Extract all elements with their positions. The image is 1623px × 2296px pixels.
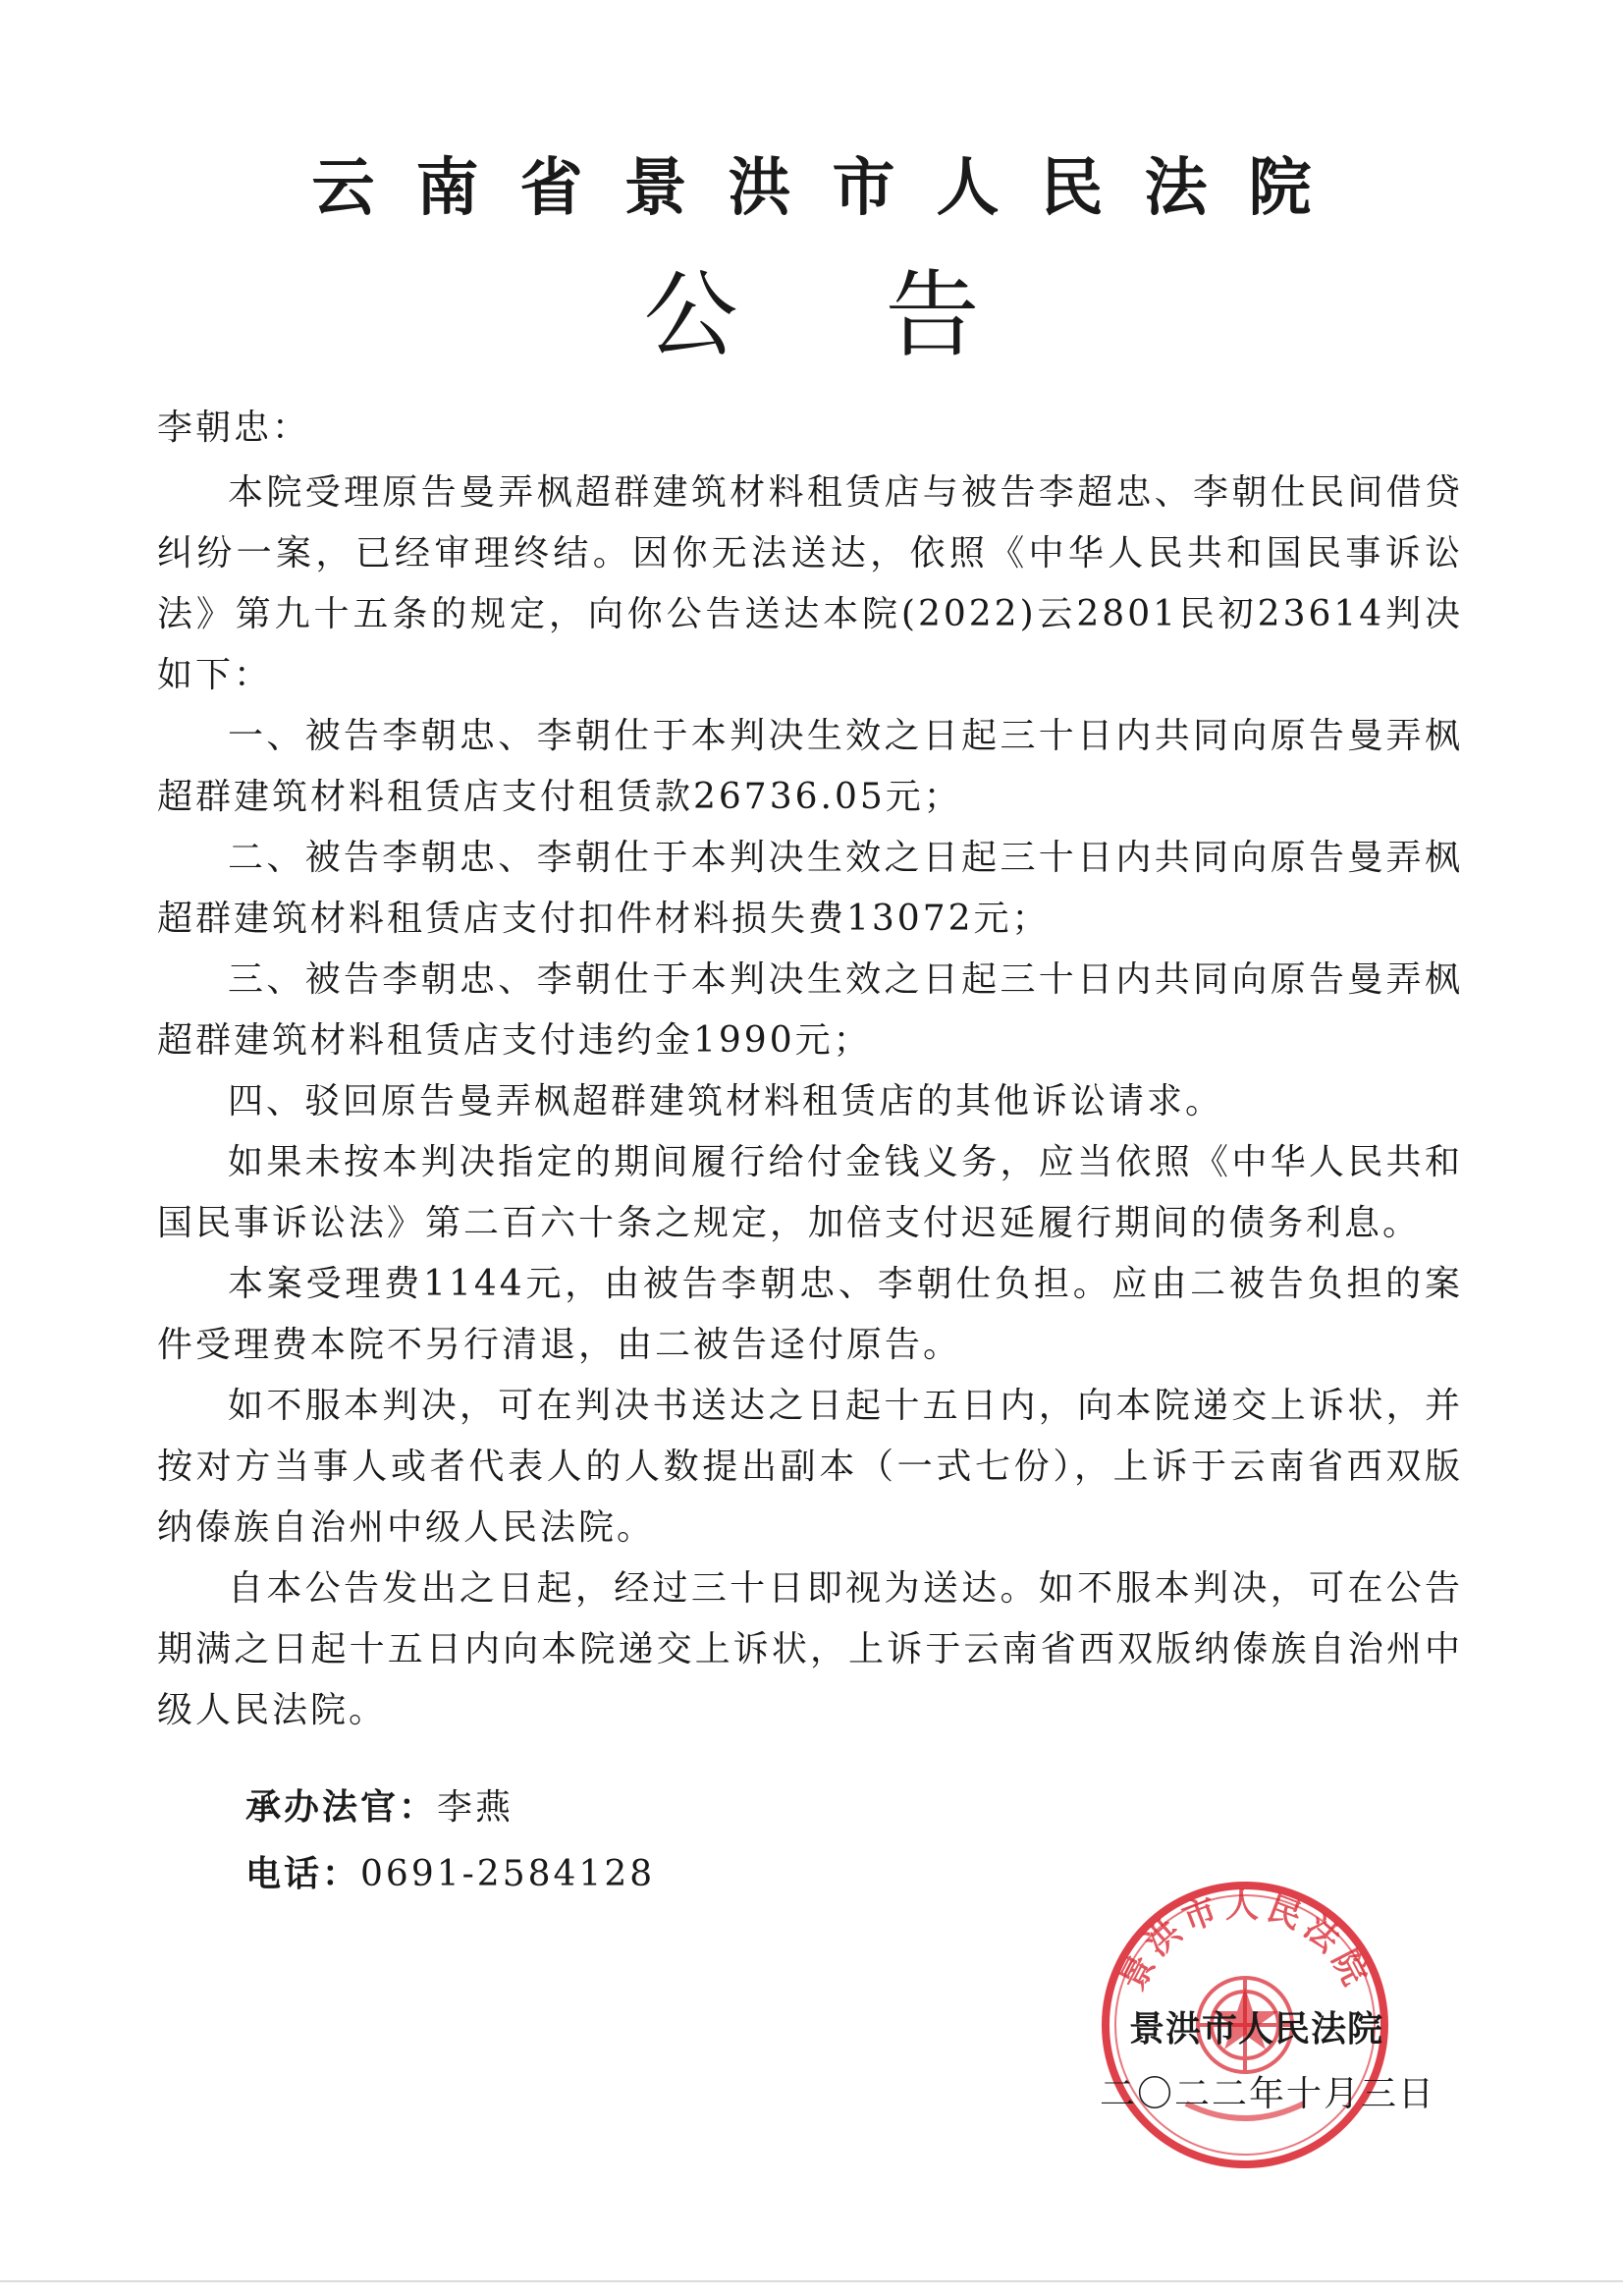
seal-text: 景洪市人民法院 [1112, 1886, 1378, 1997]
announcement-body [157, 398, 1463, 1741]
phone-contact [245, 1846, 655, 1896]
document-type-title: 公告 [643, 260, 1127, 370]
judge-label: 承办法官： [245, 1786, 438, 1828]
phone-label: 电话： [245, 1853, 361, 1894]
judge-name: 李燕 [437, 1787, 514, 1828]
scan-edge-divider [0, 2280, 1623, 2282]
issue-date: 二〇二二年十月三日 [1100, 2074, 1436, 2114]
paragraph-judgment-item-4: 四、驳回原告曼弄枫超群建筑材料租赁店的其他诉讼请求。 [228, 1081, 1224, 1121]
paragraph-appeal-rights: 如不服本判决，可在判决书送达之日起十五日内，向本院递交上诉状，并按对方当事人或者代表人的人数提出副本（一式七份），上诉于云南省西双版纳傣族自治州中级人民法院。 [157, 1386, 1463, 1548]
paragraph-judgment-item-2: 二、被告李朝忠、李朝仕于本判决生效之日起三十日内共同向原告曼弄枫超群建筑材料租赁店支付扣件材料损失费13072元； [157, 838, 1463, 939]
paragraph-late-interest: 如果未按本判决指定的期间履行给付金钱义务，应当依照《中华人民共和国民事诉讼法》第二百六十条之规定，加倍支付迟延履行期间的债务利息。 [157, 1142, 1463, 1243]
addressee: 李朝忠： [157, 408, 311, 448]
paragraph-case-summary: 本院受理原告曼弄枫超群建筑材料租赁店与被告李超忠、李朝仕民间借贷纠纷一案，已经审理终结。因你无法送达，依照《中华人民共和国民事诉讼法》第九十五条的规定，向你公告送达本院(2022)云2801民初23614判决如下： [157, 472, 1463, 695]
judge-contact [245, 1779, 514, 1830]
paragraph-judgment-item-3: 三、被告李朝忠、李朝仕于本判决生效之日起三十日内共同向原告曼弄枫超群建筑材料租赁店支付违约金1990元； [157, 959, 1463, 1061]
phone-number: 0691-2584128 [360, 1854, 656, 1894]
paragraph-case-fee: 本案受理费1144元，由被告李朝忠、李朝仕负担。应由二被告负担的案件受理费本院不另行清退，由二被告迳付原告。 [157, 1264, 1463, 1365]
issuing-court: 景洪市人民法院 [1129, 2009, 1384, 2050]
court-name-title: 云南省景洪市人民法院 [311, 152, 1353, 225]
paragraph-judgment-item-1: 一、被告李朝忠、李朝仕于本判决生效之日起三十日内共同向原告曼弄枫超群建筑材料租赁店支付租赁款26736.05元； [157, 716, 1463, 817]
paragraph-service-notice: 自本公告发出之日起，经过三十日即视为送达。如不服本判决，可在公告期满之日起十五日内向本院递交上诉状，上诉于云南省西双版纳傣族自治州中级人民法院。 [157, 1568, 1463, 1730]
